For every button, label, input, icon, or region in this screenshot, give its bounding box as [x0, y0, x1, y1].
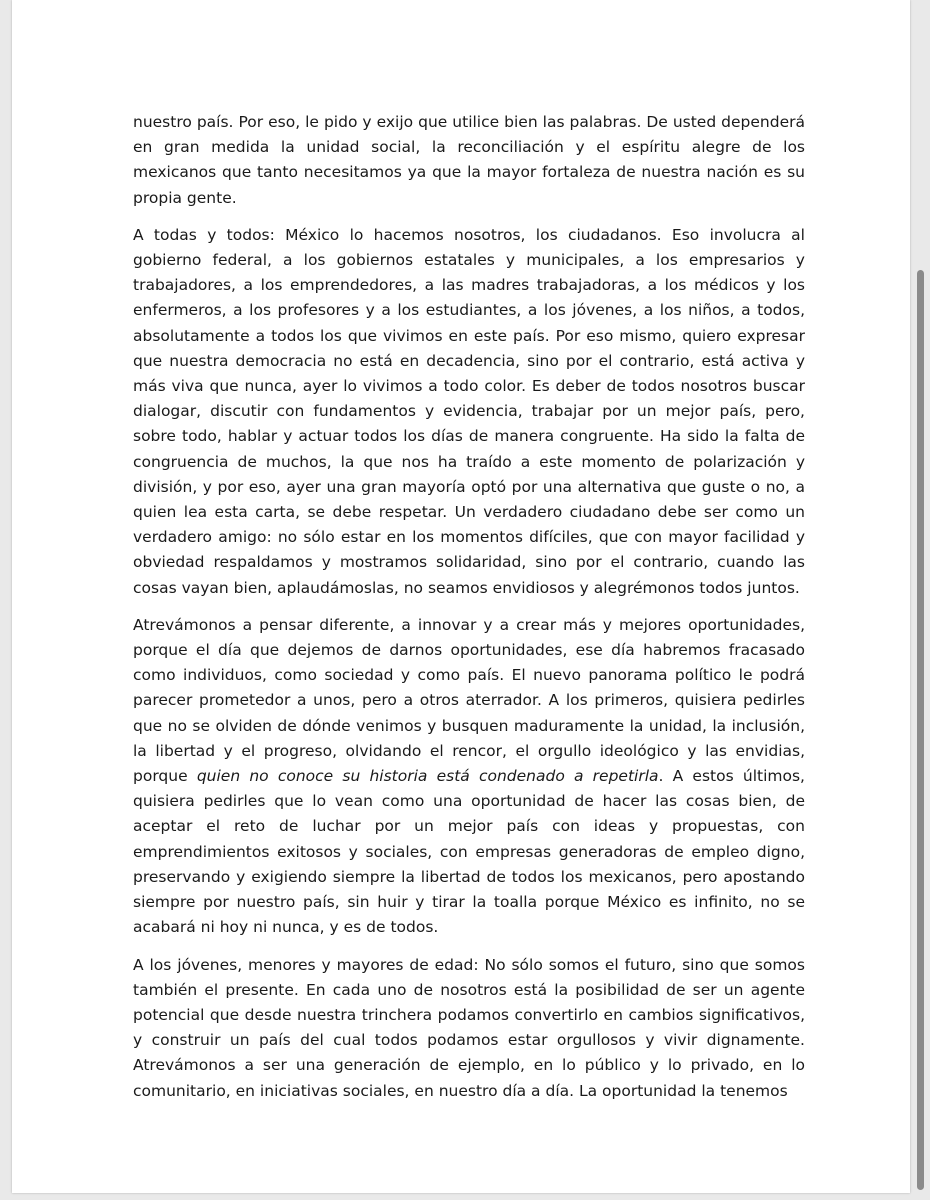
paragraph-3-text-end: . A estos últimos, quisiera pedirles que lo vean como una oportunidad de hacer las cosas bien, de aceptar el reto de luchar por un mejor país con ideas y propuestas, con emprendimientos exitosos y sociales, con empresas generadoras de empleo digno, preservando y exigiendo siempre la libertad de todos los mexicanos, pero apostando siempre por nuestro país, sin huir y tirar la toalla porque México es infinito, no se acabará ni hoy ni nunca, y es de todos. — [133, 767, 805, 937]
paragraph-2 — [133, 223, 805, 601]
paragraph-3-italic-quote: quien no conoce su historia está condenado a repetirla — [196, 767, 659, 786]
paragraph-1-text: nuestro país. Por eso, le pido y exijo que utilice bien las palabras. De usted dependerá en gran medida la unidad social, la reconciliación y el espíritu alegre de los mexicanos que tanto necesitamos ya que la mayor fortaleza de nuestra nación es su propia gente. — [133, 113, 805, 207]
document-body — [133, 110, 805, 1116]
vertical-scrollbar-thumb[interactable] — [917, 270, 924, 1190]
paragraph-2-text: A todas y todos: México lo hacemos nosotros, los ciudadanos. Eso involucra al gobierno federal, a los gobiernos estatales y municipales, a los empresarios y trabajadores, a los emprendedores, a las madres trabajadoras, a los médicos y los enfermeros, a los profesores y a los estudiantes, a los jóvenes, a los niños, a todos, absolutamente a todos los que vivimos en este país. Por eso mismo, quiero expresar que nuestra democracia no está en decadencia, sino por el contrario, está activa y más viva que nunca, ayer lo vivimos a todo color. Es deber de todos nosotros buscar dialogar, discutir con fundamentos y evidencia, trabajar por un mejor país, pero, sobre todo, hablar y actuar todos los días de manera congruente. Ha sido la falta de congruencia de muchos, la que nos ha traído a este momento de polarización y división, y por eso, ayer una gran mayoría optó por una alternativa que guste o no, a quien lea esta carta, se debe respetar. Un verdadero ciudadano debe ser como un verdadero amigo: no sólo estar en los momentos difíciles, que con mayor facilidad y obviedad respaldamos y mostramos solidaridad, sino por el contrario, cuando las cosas vayan bien, aplaudámoslas, no seamos envidiosos y alegrémonos todos juntos. — [133, 225, 805, 597]
paragraph-4-text: A los jóvenes, menores y mayores de edad: No sólo somos el futuro, sino que somos también el presente. En cada uno de nosotros está la posibilidad de ser un agente potencial que desde nuestra trinchera podamos convertirlo en cambios significativos, y construir un país del cual todos podamos estar orgullosos y vivir dignamente. Atrevámonos a ser una generación de ejemplo, en lo público y lo privado, en lo comunitario, en iniciativas sociales, en nuestro día a día. La oportunidad la tenemos — [133, 955, 805, 1100]
paragraph-3 — [133, 613, 805, 941]
paragraph-1 — [133, 110, 805, 211]
document-page — [12, 0, 910, 1193]
paragraph-3-text-start: Atrevámonos a pensar diferente, a innovar y a crear más y mejores oportunidades, porque el día que dejemos de darnos oportunidades, ese día habremos fracasado como individuos, como sociedad y como país. El nuevo panorama político le podrá parecer prometedor a unos, pero a otros aterrador. A los primeros, quisiera pedirles que no se olviden de dónde venimos y busquen maduramente la unidad, la inclusión, la libertad y el progreso, olvidando el rencor, el orgullo ideológico y las envidias, porque — [133, 615, 805, 786]
paragraph-4 — [133, 953, 805, 1104]
